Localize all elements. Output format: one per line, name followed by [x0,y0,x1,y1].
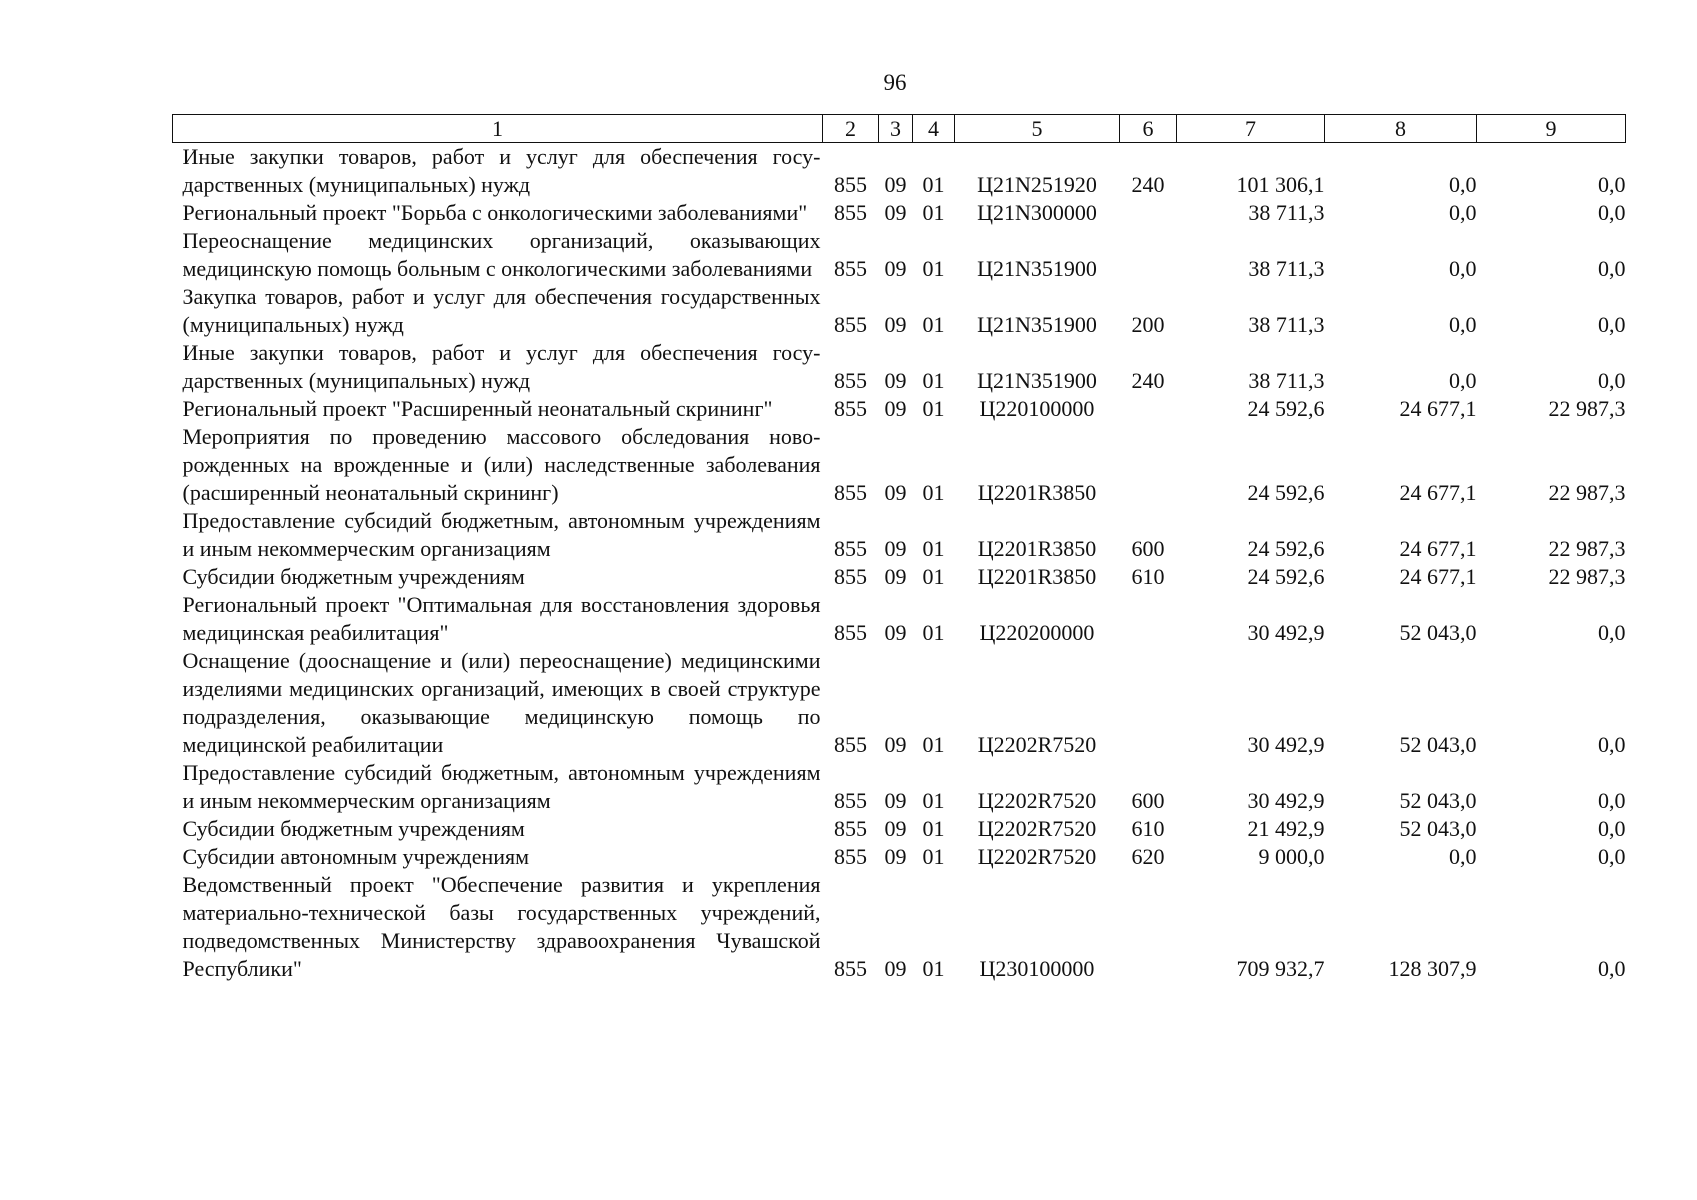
amount-col9: 0,0 [1598,312,1626,337]
ministry-code: 855 [834,480,867,505]
row-name: Предоставление субсидий бюджетным, автономным учреждениям и иным некоммерческим организациям [182,760,821,813]
section-code: 09 [884,312,907,337]
section-code: 09 [884,732,907,757]
subsection-code: 01 [922,172,945,197]
expense-type-code [1120,871,1177,983]
amount-col8: 24 677,1 [1399,396,1477,421]
amount-col7: 709 932,7 [1236,956,1325,981]
target-code: Ц220200000 [979,620,1095,645]
table-row [173,395,1626,423]
target-code: Ц21N351900 [977,312,1097,337]
table-row [173,199,1626,227]
expense-type-code: 200 [1131,312,1165,337]
section-code: 09 [884,844,907,869]
amount-col9: 0,0 [1598,256,1626,281]
section-code: 09 [884,172,907,197]
amount-col7: 21 492,9 [1247,816,1325,841]
amount-col8: 0,0 [1449,844,1477,869]
row-name: Закупка товаров, работ и услуг для обеспечения государственных (муниципальных) нужд [182,284,821,337]
amount-col9: 0,0 [1598,732,1626,757]
subsection-code: 01 [922,396,945,421]
row-name: Региональный проект "Расширенный неонатальный скрининг" [182,396,773,421]
amount-col8: 0,0 [1449,368,1477,393]
amount-col7: 30 492,9 [1247,732,1325,757]
amount-col7: 30 492,9 [1247,788,1325,813]
amount-col8: 52 043,0 [1399,732,1477,757]
row-name: Ведомственный проект "Обеспечение развития и укрепления материально-технической базы государственных учреждений, подведомственных Министерству здравоохранения Чувашской Республики" [182,872,821,981]
budget-table [172,114,1626,983]
amount-col8: 52 043,0 [1399,620,1477,645]
subsection-code: 01 [922,480,945,505]
amount-col8: 52 043,0 [1399,816,1477,841]
amount-col8: 128 307,9 [1388,956,1477,981]
row-name: Иные закупки товаров, работ и услуг для обеспечения государственных (муниципальных) нужд [182,340,821,393]
expense-type-code: 600 [1131,536,1165,561]
target-code: Ц2201R3850 [977,564,1097,589]
expense-type-code [1120,423,1177,507]
row-name: Региональный проект "Оптимальная для восстановления здоровья медицинская реабилитация" [182,592,821,645]
ministry-code: 855 [834,956,867,981]
column-header-8: 8 [1325,115,1477,143]
target-code: Ц2201R3850 [977,480,1097,505]
amount-col9: 22 987,3 [1548,564,1626,589]
target-code: Ц2202R7520 [977,788,1097,813]
row-name: Предоставление субсидий бюджетным, автономным учреждениям и иным некоммерческим организациям [182,508,821,561]
table-row [173,843,1626,871]
amount-col7: 38 711,3 [1248,312,1325,337]
subsection-code: 01 [922,956,945,981]
section-code: 09 [884,536,907,561]
amount-col9: 0,0 [1598,956,1626,981]
amount-col9: 22 987,3 [1548,396,1626,421]
column-header-1: 1 [173,115,823,143]
subsection-code: 01 [922,732,945,757]
amount-col8: 52 043,0 [1399,788,1477,813]
amount-col8: 24 677,1 [1399,480,1477,505]
ministry-code: 855 [834,172,867,197]
subsection-code: 01 [922,844,945,869]
target-code: Ц2202R7520 [977,844,1097,869]
ministry-code: 855 [834,564,867,589]
subsection-code: 01 [922,816,945,841]
target-code: Ц220100000 [979,396,1095,421]
section-code: 09 [884,256,907,281]
expense-type-code: 240 [1131,172,1165,197]
header-row [173,115,1626,143]
column-header-7: 7 [1177,115,1325,143]
table-row [173,815,1626,843]
amount-col7: 38 711,3 [1248,256,1325,281]
amount-col9: 22 987,3 [1548,480,1626,505]
amount-col7: 38 711,3 [1248,368,1325,393]
table-row [173,591,1626,647]
expense-type-code: 610 [1131,564,1165,589]
amount-col7: 38 711,3 [1248,200,1325,225]
amount-col9: 22 987,3 [1548,536,1626,561]
subsection-code: 01 [922,200,945,225]
table-row [173,647,1626,759]
ministry-code: 855 [834,844,867,869]
section-code: 09 [884,564,907,589]
amount-col7: 9 000,0 [1258,844,1325,869]
ministry-code: 855 [834,396,867,421]
subsection-code: 01 [922,788,945,813]
column-header-6: 6 [1120,115,1177,143]
amount-col8: 24 677,1 [1399,564,1477,589]
expense-type-code: 240 [1131,368,1165,393]
amount-col8: 0,0 [1449,256,1477,281]
table-row [173,283,1626,339]
ministry-code: 855 [834,536,867,561]
row-name: Региональный проект "Борьба с онкологическими заболеваниями" [182,200,808,225]
table-row [173,339,1626,395]
target-code: Ц2201R3850 [977,536,1097,561]
amount-col9: 0,0 [1598,368,1626,393]
subsection-code: 01 [922,256,945,281]
ministry-code: 855 [834,312,867,337]
target-code: Ц2202R7520 [977,816,1097,841]
amount-col9: 0,0 [1598,816,1626,841]
ministry-code: 855 [834,620,867,645]
table-row [173,563,1626,591]
section-code: 09 [884,396,907,421]
amount-col7: 24 592,6 [1247,480,1325,505]
expense-type-code: 610 [1131,816,1165,841]
amount-col7: 24 592,6 [1247,564,1325,589]
amount-col9: 0,0 [1598,788,1626,813]
amount-col9: 0,0 [1598,172,1626,197]
target-code: Ц21N351900 [977,256,1097,281]
ministry-code: 855 [834,732,867,757]
section-code: 09 [884,956,907,981]
subsection-code: 01 [922,564,945,589]
expense-type-code [1120,199,1177,227]
expense-type-code [1120,227,1177,283]
section-code: 09 [884,200,907,225]
section-code: 09 [884,480,907,505]
target-code: Ц21N351900 [977,368,1097,393]
expense-type-code: 620 [1131,844,1165,869]
expense-type-code: 600 [1131,788,1165,813]
amount-col8: 0,0 [1449,312,1477,337]
target-code: Ц21N300000 [977,200,1097,225]
column-header-3: 3 [879,115,913,143]
amount-col7: 24 592,6 [1247,536,1325,561]
ministry-code: 855 [834,256,867,281]
row-name: Субсидии автономным учреждениям [182,844,530,869]
column-header-9: 9 [1477,115,1626,143]
amount-col8: 0,0 [1449,200,1477,225]
amount-col7: 101 306,1 [1236,172,1325,197]
table-row [173,871,1626,983]
ministry-code: 855 [834,200,867,225]
row-name: Оснащение (дооснащение и (или) переоснащение) медицинскими изделиями медицинских организаций, имеющих в своей структуре подразделения, оказывающие медицинскую помощь по медицинской реабилитации [182,648,821,757]
amount-col8: 24 677,1 [1399,536,1477,561]
row-name: Субсидии бюджетным учреждениям [182,564,525,589]
target-code: Ц2202R7520 [977,732,1097,757]
row-name: Субсидии бюджетным учреждениям [182,816,525,841]
section-code: 09 [884,788,907,813]
expense-type-code [1120,395,1177,423]
amount-col9: 0,0 [1598,844,1626,869]
amount-col7: 24 592,6 [1247,396,1325,421]
table-row [173,423,1626,507]
ministry-code: 855 [834,816,867,841]
row-name: Мероприятия по проведению массового обследования новорожденных на врожденные и (или) наследственные заболевания (расширенный неонатальный скрининг) [182,424,821,505]
section-code: 09 [884,816,907,841]
ministry-code: 855 [834,368,867,393]
amount-col9: 0,0 [1598,620,1626,645]
target-code: Ц230100000 [979,956,1095,981]
target-code: Ц21N251920 [977,172,1097,197]
subsection-code: 01 [922,312,945,337]
column-header-4: 4 [913,115,955,143]
table-row [173,759,1626,815]
subsection-code: 01 [922,368,945,393]
table-row [173,227,1626,283]
section-code: 09 [884,368,907,393]
subsection-code: 01 [922,536,945,561]
table-row [173,507,1626,563]
section-code: 09 [884,620,907,645]
amount-col9: 0,0 [1598,200,1626,225]
page-number: 96 [883,70,907,95]
amount-col7: 30 492,9 [1247,620,1325,645]
table-row [173,143,1626,200]
column-header-5: 5 [955,115,1120,143]
expense-type-code [1120,647,1177,759]
ministry-code: 855 [834,788,867,813]
row-name: Переоснащение медицинских организаций, оказывающих медицинскую помощь больным с онкологическими заболеваниями [182,228,821,281]
amount-col8: 0,0 [1449,172,1477,197]
expense-type-code [1120,591,1177,647]
subsection-code: 01 [922,620,945,645]
row-name: Иные закупки товаров, работ и услуг для обеспечения государственных (муниципальных) нужд [182,144,821,197]
column-header-2: 2 [823,115,879,143]
